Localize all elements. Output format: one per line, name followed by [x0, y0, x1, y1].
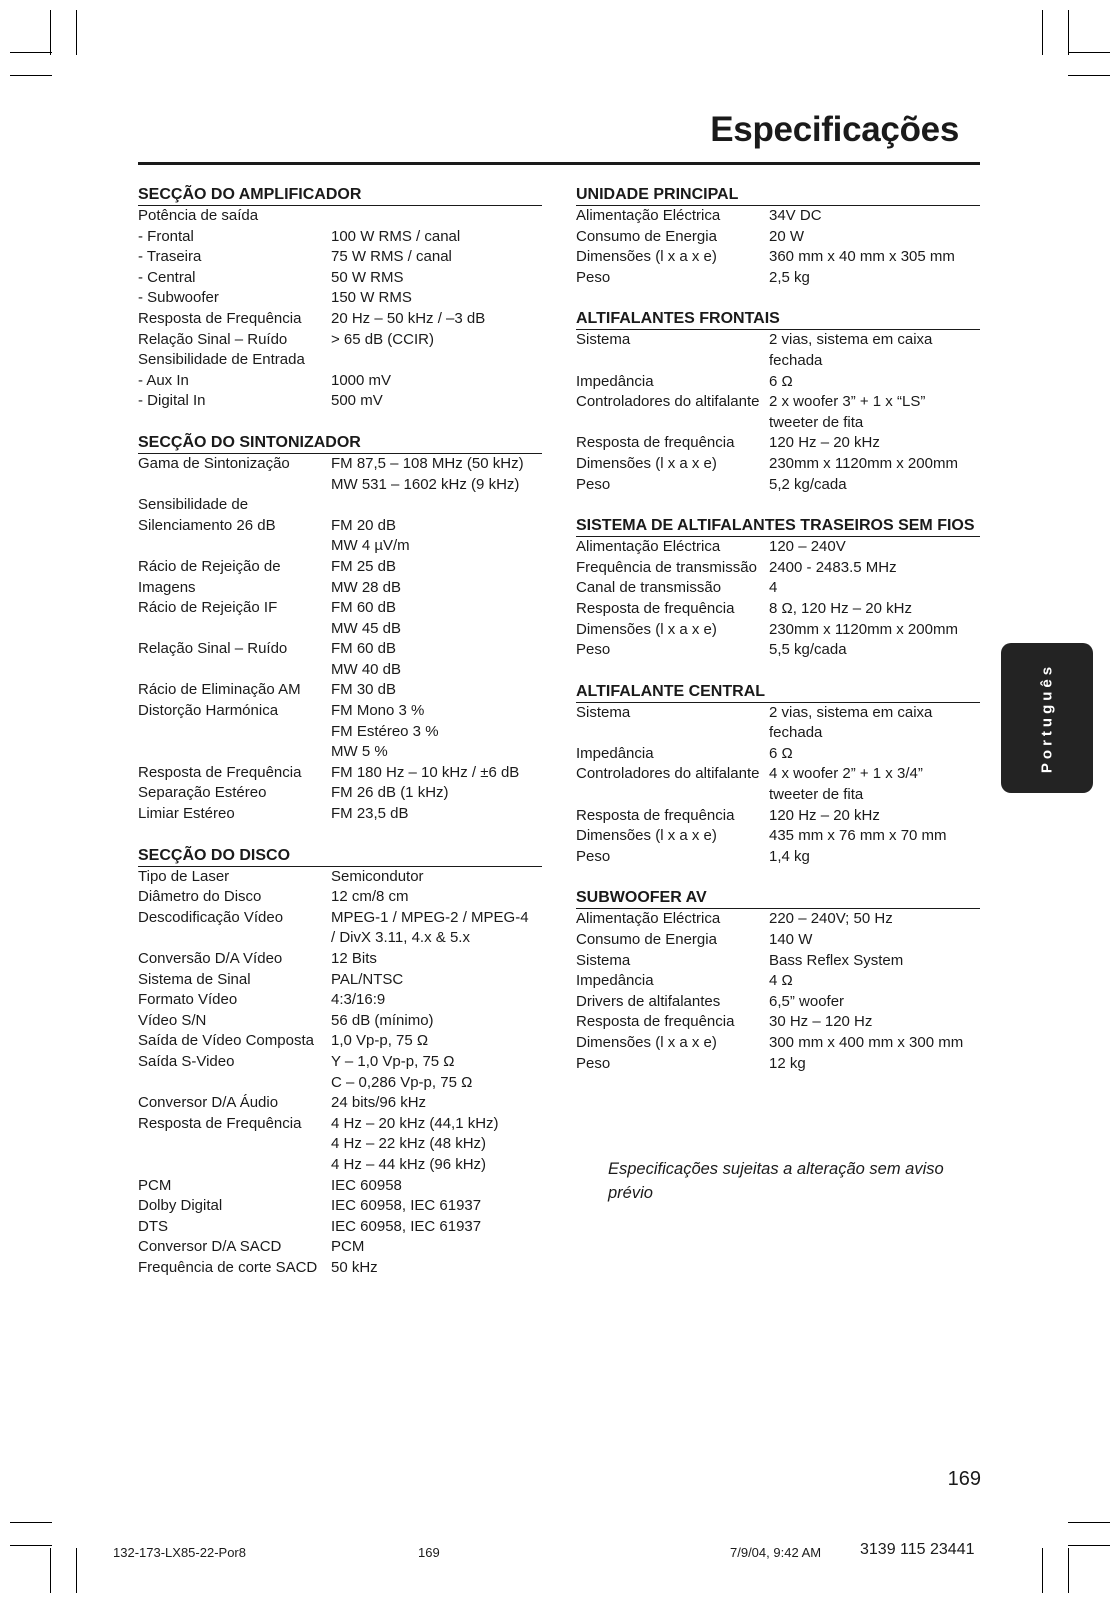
spec-label: Dimensões (l x a x e)	[576, 248, 717, 266]
spec-label: Resposta de Frequência	[138, 763, 302, 781]
crop-mark	[50, 1548, 51, 1593]
spec-row	[576, 847, 980, 868]
section-heading: SECÇÃO DO AMPLIFICADOR	[138, 184, 542, 206]
spec-value: FM 20 dB	[331, 516, 397, 534]
spec-row	[576, 330, 980, 351]
spec-value: FM 26 dB (1 kHz)	[331, 784, 449, 802]
spec-value: Bass Reflex System	[769, 951, 904, 969]
spec-value: MW 45 dB	[331, 619, 402, 637]
spec-label: Resposta de frequência	[576, 1013, 735, 1031]
spec-label: Sistema	[576, 703, 631, 721]
spec-value: 4 Hz – 20 kHz (44,1 kHz)	[331, 1114, 499, 1132]
spec-row	[576, 992, 980, 1013]
spec-label: Impedância	[576, 744, 654, 762]
spec-value: 360 mm x 40 mm x 305 mm	[769, 248, 955, 266]
spec-value: FM 25 dB	[331, 557, 397, 575]
spec-row	[576, 806, 980, 827]
spec-label: Conversor D/A SACD	[138, 1238, 282, 1256]
spec-row	[138, 578, 542, 599]
spec-value: C – 0,286 Vp-p, 75 Ω	[331, 1073, 473, 1091]
spec-value: tweeter de fita	[769, 413, 864, 431]
spec-value: 30 Hz – 120 Hz	[769, 1013, 873, 1031]
spec-row	[138, 619, 542, 640]
section-heading: SECÇÃO DO DISCO	[138, 845, 542, 867]
spec-value: IEC 60958, IEC 61937	[331, 1197, 482, 1215]
spec-value: 230mm x 1120mm x 200mm	[769, 454, 958, 472]
spec-row	[576, 247, 980, 268]
spec-value: 12 cm/8 cm	[331, 888, 409, 906]
spec-label: Resposta de Frequência	[138, 309, 302, 327]
spec-label: Peso	[576, 268, 611, 286]
spec-value: FM Estéreo 3 %	[331, 722, 439, 740]
spec-row	[576, 227, 980, 248]
spec-value: 20 Hz – 50 kHz / –3 dB	[331, 309, 486, 327]
spec-row	[138, 475, 542, 496]
spec-label	[138, 1155, 331, 1176]
spec-row	[138, 330, 542, 351]
spec-value: 140 W	[769, 931, 813, 949]
spec-label: Frequência de transmissão	[576, 558, 757, 576]
spec-row	[138, 1031, 542, 1052]
spec-value: MW 4 µV/m	[331, 537, 410, 555]
spec-value: 56 dB (mínimo)	[331, 1011, 434, 1029]
spec-value	[331, 350, 542, 371]
spec-row	[576, 826, 980, 847]
spec-row	[138, 1258, 542, 1279]
spec-value: 24 bits/96 kHz	[331, 1094, 427, 1112]
spec-row	[576, 930, 980, 951]
right-column	[576, 184, 980, 1094]
spec-row	[138, 680, 542, 701]
spec-row	[138, 1073, 542, 1094]
spec-value: fechada	[769, 724, 823, 742]
spec-value: 50 kHz	[331, 1258, 378, 1276]
spec-value: IEC 60958	[331, 1176, 402, 1194]
crop-mark	[10, 1545, 52, 1546]
spec-label: Alimentação Eléctrica	[576, 910, 721, 928]
spec-row	[576, 951, 980, 972]
spec-value: 5,5 kg/cada	[769, 641, 847, 659]
spec-label: - Digital In	[138, 392, 206, 410]
spec-label: Controladores do altifalante	[576, 393, 760, 411]
spec-value: / DivX 3.11, 4.x & 5.x	[331, 929, 470, 947]
spec-value: 1000 mV	[331, 371, 392, 389]
spec-value: 4 x woofer 2” + 1 x 3/4”	[769, 765, 923, 783]
spec-row	[576, 1054, 980, 1075]
spec-row	[138, 536, 542, 557]
spec-value: 2400 - 2483.5 MHz	[769, 558, 897, 576]
spec-section	[576, 308, 980, 495]
spec-value: 4	[769, 579, 778, 597]
spec-label: - Frontal	[138, 227, 194, 245]
crop-mark	[10, 1522, 52, 1523]
spec-value: 2 x woofer 3” + 1 x “LS”	[769, 393, 926, 411]
spec-label: Consumo de Energia	[576, 227, 717, 245]
spec-label: Saída S-Video	[138, 1052, 235, 1070]
spec-value: FM 87,5 – 108 MHz (50 kHz)	[331, 454, 524, 472]
crop-mark	[10, 52, 52, 53]
spec-row	[576, 392, 980, 413]
spec-section	[138, 432, 542, 825]
section-heading: UNIDADE PRINCIPAL	[576, 184, 980, 206]
spec-row	[138, 639, 542, 660]
spec-label: Conversor D/A Áudio	[138, 1094, 279, 1112]
specs-note: Especificações sujeitas a alteração sem aviso prévio	[608, 1160, 944, 1202]
spec-row	[576, 909, 980, 930]
spec-value: FM 23,5 dB	[331, 805, 409, 823]
spec-label: Sensibilidade de	[138, 496, 249, 514]
spec-row	[138, 783, 542, 804]
spec-label: Frequência de corte SACD	[138, 1258, 318, 1276]
spec-label: Impedância	[576, 972, 654, 990]
spec-value: MW 531 – 1602 kHz (9 kHz)	[331, 475, 520, 493]
spec-label: Sistema	[576, 951, 631, 969]
section-heading: ALTIFALANTE CENTRAL	[576, 681, 980, 703]
spec-value: 2 vias, sistema em caixa	[769, 331, 933, 349]
spec-label: Saída de Vídeo Composta	[138, 1032, 314, 1050]
crop-mark	[76, 10, 77, 55]
spec-value: 4 Hz – 44 kHz (96 kHz)	[331, 1155, 487, 1173]
spec-value: 4:3/16:9	[331, 991, 386, 1009]
spec-row	[138, 1052, 542, 1073]
spec-label: Dolby Digital	[138, 1197, 223, 1215]
spec-row	[576, 744, 980, 765]
spec-row	[138, 268, 542, 289]
spec-label: Canal de transmissão	[576, 579, 722, 597]
crop-mark	[76, 1548, 77, 1593]
page-number: 169	[947, 1468, 981, 1490]
spec-value: 50 W RMS	[331, 268, 404, 286]
spec-row	[138, 908, 542, 929]
spec-label: Potência de saída	[138, 207, 259, 224]
spec-value: 75 W RMS / canal	[331, 248, 452, 266]
spec-row	[138, 763, 542, 784]
spec-value: 120 Hz – 20 kHz	[769, 434, 880, 452]
crop-mark	[1042, 1548, 1043, 1593]
spec-row	[576, 537, 980, 558]
spec-label	[138, 1073, 331, 1094]
spec-row	[576, 1033, 980, 1054]
spec-value: 1,0 Vp-p, 75 Ω	[331, 1032, 429, 1050]
spec-row	[138, 391, 542, 412]
crop-mark	[50, 10, 51, 55]
spec-row	[138, 660, 542, 681]
spec-section	[138, 845, 542, 1279]
spec-row	[138, 928, 542, 949]
spec-row	[576, 599, 980, 620]
spec-value	[331, 495, 542, 516]
spec-row	[576, 454, 980, 475]
footer-file: 132-173-LX85-22-Por8	[113, 1545, 246, 1560]
spec-label: Dimensões (l x a x e)	[576, 827, 717, 845]
spec-row	[576, 558, 980, 579]
spec-row	[138, 742, 542, 763]
spec-row	[138, 722, 542, 743]
spec-row	[138, 495, 542, 516]
crop-mark	[1068, 75, 1110, 76]
spec-label	[138, 619, 331, 640]
spec-section	[576, 887, 980, 1074]
spec-label: Rácio de Rejeição de	[138, 557, 281, 575]
spec-row	[576, 764, 980, 785]
spec-label	[576, 413, 769, 434]
spec-value: FM Mono 3 %	[331, 702, 425, 720]
spec-row	[138, 1011, 542, 1032]
spec-row	[138, 598, 542, 619]
spec-label: Dimensões (l x a x e)	[576, 1034, 717, 1051]
spec-label: Diâmetro do Disco	[138, 888, 262, 906]
spec-row	[138, 227, 542, 248]
spec-row	[138, 1237, 542, 1258]
spec-label: Dimensões (l x a x e)	[576, 620, 717, 638]
spec-value: 6 Ω	[769, 744, 793, 762]
section-heading: SUBWOOFER AV	[576, 887, 980, 909]
spec-label: - Central	[138, 268, 196, 286]
spec-row	[138, 1176, 542, 1197]
spec-label: Sistema de Sinal	[138, 970, 251, 988]
spec-value: 6,5” woofer	[769, 992, 845, 1010]
footer-code: 3139 115 23441	[860, 1541, 975, 1558]
spec-value: Semicondutor	[331, 867, 424, 885]
spec-row	[138, 1155, 542, 1176]
spec-label	[576, 723, 769, 744]
spec-label: Peso	[576, 641, 611, 659]
spec-label: Relação Sinal – Ruído	[138, 330, 288, 348]
spec-value: 5,2 kg/cada	[769, 475, 847, 493]
spec-label: Sensibilidade de Entrada	[138, 351, 305, 369]
spec-value: 2 vias, sistema em caixa	[769, 703, 933, 721]
spec-row	[576, 578, 980, 599]
spec-label: Dimensões (l x a x e)	[576, 454, 717, 472]
spec-value: MW 40 dB	[331, 660, 402, 678]
spec-value: 435 mm x 76 mm x 70 mm	[769, 827, 947, 845]
spec-label	[138, 660, 331, 681]
spec-label: - Traseira	[138, 248, 202, 266]
spec-value: 100 W RMS / canal	[331, 227, 461, 245]
spec-value: 500 mV	[331, 392, 383, 410]
spec-label: Tipo de Laser	[138, 867, 230, 885]
spec-value: MW 5 %	[331, 743, 388, 761]
title-rule	[138, 162, 980, 165]
spec-row	[576, 351, 980, 372]
crop-mark	[10, 75, 52, 76]
spec-row	[576, 785, 980, 806]
crop-mark	[1068, 1545, 1110, 1546]
spec-row	[138, 1196, 542, 1217]
section-heading: SISTEMA DE ALTIFALANTES TRASEIROS SEM FIOS	[576, 515, 980, 537]
spec-row	[576, 723, 980, 744]
spec-row	[576, 620, 980, 641]
spec-value: FM 60 dB	[331, 599, 397, 617]
spec-section	[576, 681, 980, 868]
spec-row	[576, 413, 980, 434]
spec-label: Resposta de frequência	[576, 599, 735, 617]
footer-datetime: 7/9/04, 9:42 AM	[730, 1545, 822, 1560]
spec-label	[576, 785, 769, 806]
spec-label: Peso	[576, 847, 611, 865]
spec-label: Formato Vídeo	[138, 991, 238, 1009]
spec-row	[576, 475, 980, 496]
spec-label: Drivers de altifalantes	[576, 992, 721, 1010]
spec-value: 34V DC	[769, 207, 822, 224]
spec-row	[138, 516, 542, 537]
spec-value: fechada	[769, 351, 823, 369]
spec-row	[138, 804, 542, 825]
spec-row	[138, 949, 542, 970]
spec-row	[576, 703, 980, 724]
spec-label: Gama de Sintonização	[138, 454, 290, 472]
spec-label: Descodificação Vídeo	[138, 908, 284, 926]
spec-row	[138, 887, 542, 908]
spec-label: Peso	[576, 1054, 611, 1072]
spec-label: Peso	[576, 475, 611, 493]
spec-section	[138, 184, 542, 412]
spec-row	[138, 1093, 542, 1114]
spec-label: - Subwoofer	[138, 289, 219, 307]
spec-row	[138, 350, 542, 371]
crop-mark	[1068, 1522, 1110, 1523]
spec-value: 12 Bits	[331, 950, 377, 967]
spec-label: Imagens	[138, 578, 196, 596]
spec-value: 300 mm x 400 mm x 300 mm	[769, 1034, 964, 1051]
spec-row	[576, 640, 980, 661]
spec-label: Resposta de frequência	[576, 434, 735, 452]
spec-label: Resposta de frequência	[576, 806, 735, 824]
language-tab-label: Português	[1038, 662, 1056, 774]
spec-row	[138, 1134, 542, 1155]
spec-row	[138, 309, 542, 330]
spec-value: PAL/NTSC	[331, 970, 404, 988]
crop-mark	[1068, 10, 1069, 55]
spec-value: > 65 dB (CCIR)	[331, 330, 434, 348]
spec-row	[138, 371, 542, 392]
spec-label	[576, 351, 769, 372]
spec-row	[138, 247, 542, 268]
spec-row	[138, 1217, 542, 1238]
spec-value	[331, 206, 542, 227]
spec-row	[576, 268, 980, 289]
spec-section	[576, 184, 980, 288]
spec-value: MPEG-1 / MPEG-2 / MPEG-4	[331, 908, 529, 926]
spec-value: 6 Ω	[769, 372, 793, 390]
spec-value: 150 W RMS	[331, 289, 412, 307]
spec-label: Impedância	[576, 372, 654, 390]
spec-value: 4 Hz – 22 kHz (48 kHz)	[331, 1135, 487, 1153]
language-tab	[1001, 643, 1093, 793]
spec-label: Sistema	[576, 331, 631, 349]
spec-label	[138, 536, 331, 557]
spec-value: 20 W	[769, 227, 805, 245]
spec-label: Vídeo S/N	[138, 1011, 207, 1029]
spec-row	[138, 557, 542, 578]
spec-row	[138, 206, 542, 227]
spec-label: PCM	[138, 1176, 172, 1194]
spec-label: Limiar Estéreo	[138, 805, 235, 823]
spec-row	[576, 206, 980, 227]
crop-mark	[1042, 10, 1043, 55]
spec-section	[576, 515, 980, 661]
spec-value: 220 – 240V; 50 Hz	[769, 910, 893, 928]
spec-label	[138, 928, 331, 949]
section-heading: ALTIFALANTES FRONTAIS	[576, 308, 980, 330]
spec-row	[138, 701, 542, 722]
spec-row	[576, 372, 980, 393]
spec-label: Silenciamento 26 dB	[138, 516, 276, 534]
spec-row	[576, 971, 980, 992]
spec-row	[138, 970, 542, 991]
spec-label: Controladores do altifalante	[576, 765, 760, 783]
spec-label: Resposta de Frequência	[138, 1114, 302, 1132]
spec-label: Rácio de Eliminação AM	[138, 681, 301, 699]
spec-value: PCM	[331, 1238, 365, 1256]
spec-row	[138, 288, 542, 309]
spec-row	[138, 990, 542, 1011]
spec-value: Y – 1,0 Vp-p, 75 Ω	[331, 1052, 455, 1070]
spec-value: FM 180 Hz – 10 kHz / ±6 dB	[331, 763, 520, 781]
spec-value: 120 – 240V	[769, 538, 846, 556]
spec-value: FM 60 dB	[331, 640, 397, 658]
spec-label	[138, 722, 331, 743]
spec-row	[576, 433, 980, 454]
spec-value: 12 kg	[769, 1054, 806, 1072]
crop-mark	[1068, 1548, 1069, 1593]
spec-row	[576, 1012, 980, 1033]
spec-value: MW 28 dB	[331, 578, 402, 596]
spec-value: 8 Ω, 120 Hz – 20 kHz	[769, 599, 912, 617]
spec-value: IEC 60958, IEC 61937	[331, 1217, 482, 1235]
spec-row	[138, 454, 542, 475]
spec-value: 4 Ω	[769, 972, 793, 990]
spec-label: - Aux In	[138, 371, 189, 389]
spec-value: 2,5 kg	[769, 268, 810, 286]
spec-label: DTS	[138, 1217, 168, 1235]
spec-label: Distorção Harmónica	[138, 702, 279, 720]
page-title: Especificações	[710, 110, 959, 149]
spec-label: Conversão D/A Vídeo	[138, 950, 283, 967]
spec-value: tweeter de fita	[769, 786, 864, 804]
spec-row	[138, 867, 542, 888]
footer-page: 169	[418, 1545, 440, 1560]
spec-label: Rácio de Rejeição IF	[138, 599, 278, 617]
crop-mark	[1068, 52, 1110, 53]
spec-value: FM 30 dB	[331, 681, 397, 699]
spec-label: Relação Sinal – Ruído	[138, 640, 288, 658]
spec-label: Separação Estéreo	[138, 784, 267, 802]
section-heading: SECÇÃO DO SINTONIZADOR	[138, 432, 542, 454]
spec-label	[138, 475, 331, 496]
spec-value: 230mm x 1120mm x 200mm	[769, 620, 958, 638]
spec-value: 1,4 kg	[769, 847, 810, 865]
spec-value: 120 Hz – 20 kHz	[769, 806, 880, 824]
spec-label: Alimentação Eléctrica	[576, 207, 721, 224]
spec-label	[138, 1134, 331, 1155]
left-column	[138, 184, 542, 1299]
spec-label: Alimentação Eléctrica	[576, 538, 721, 556]
spec-label: Consumo de Energia	[576, 931, 717, 949]
spec-row	[138, 1114, 542, 1135]
spec-label	[138, 742, 331, 763]
